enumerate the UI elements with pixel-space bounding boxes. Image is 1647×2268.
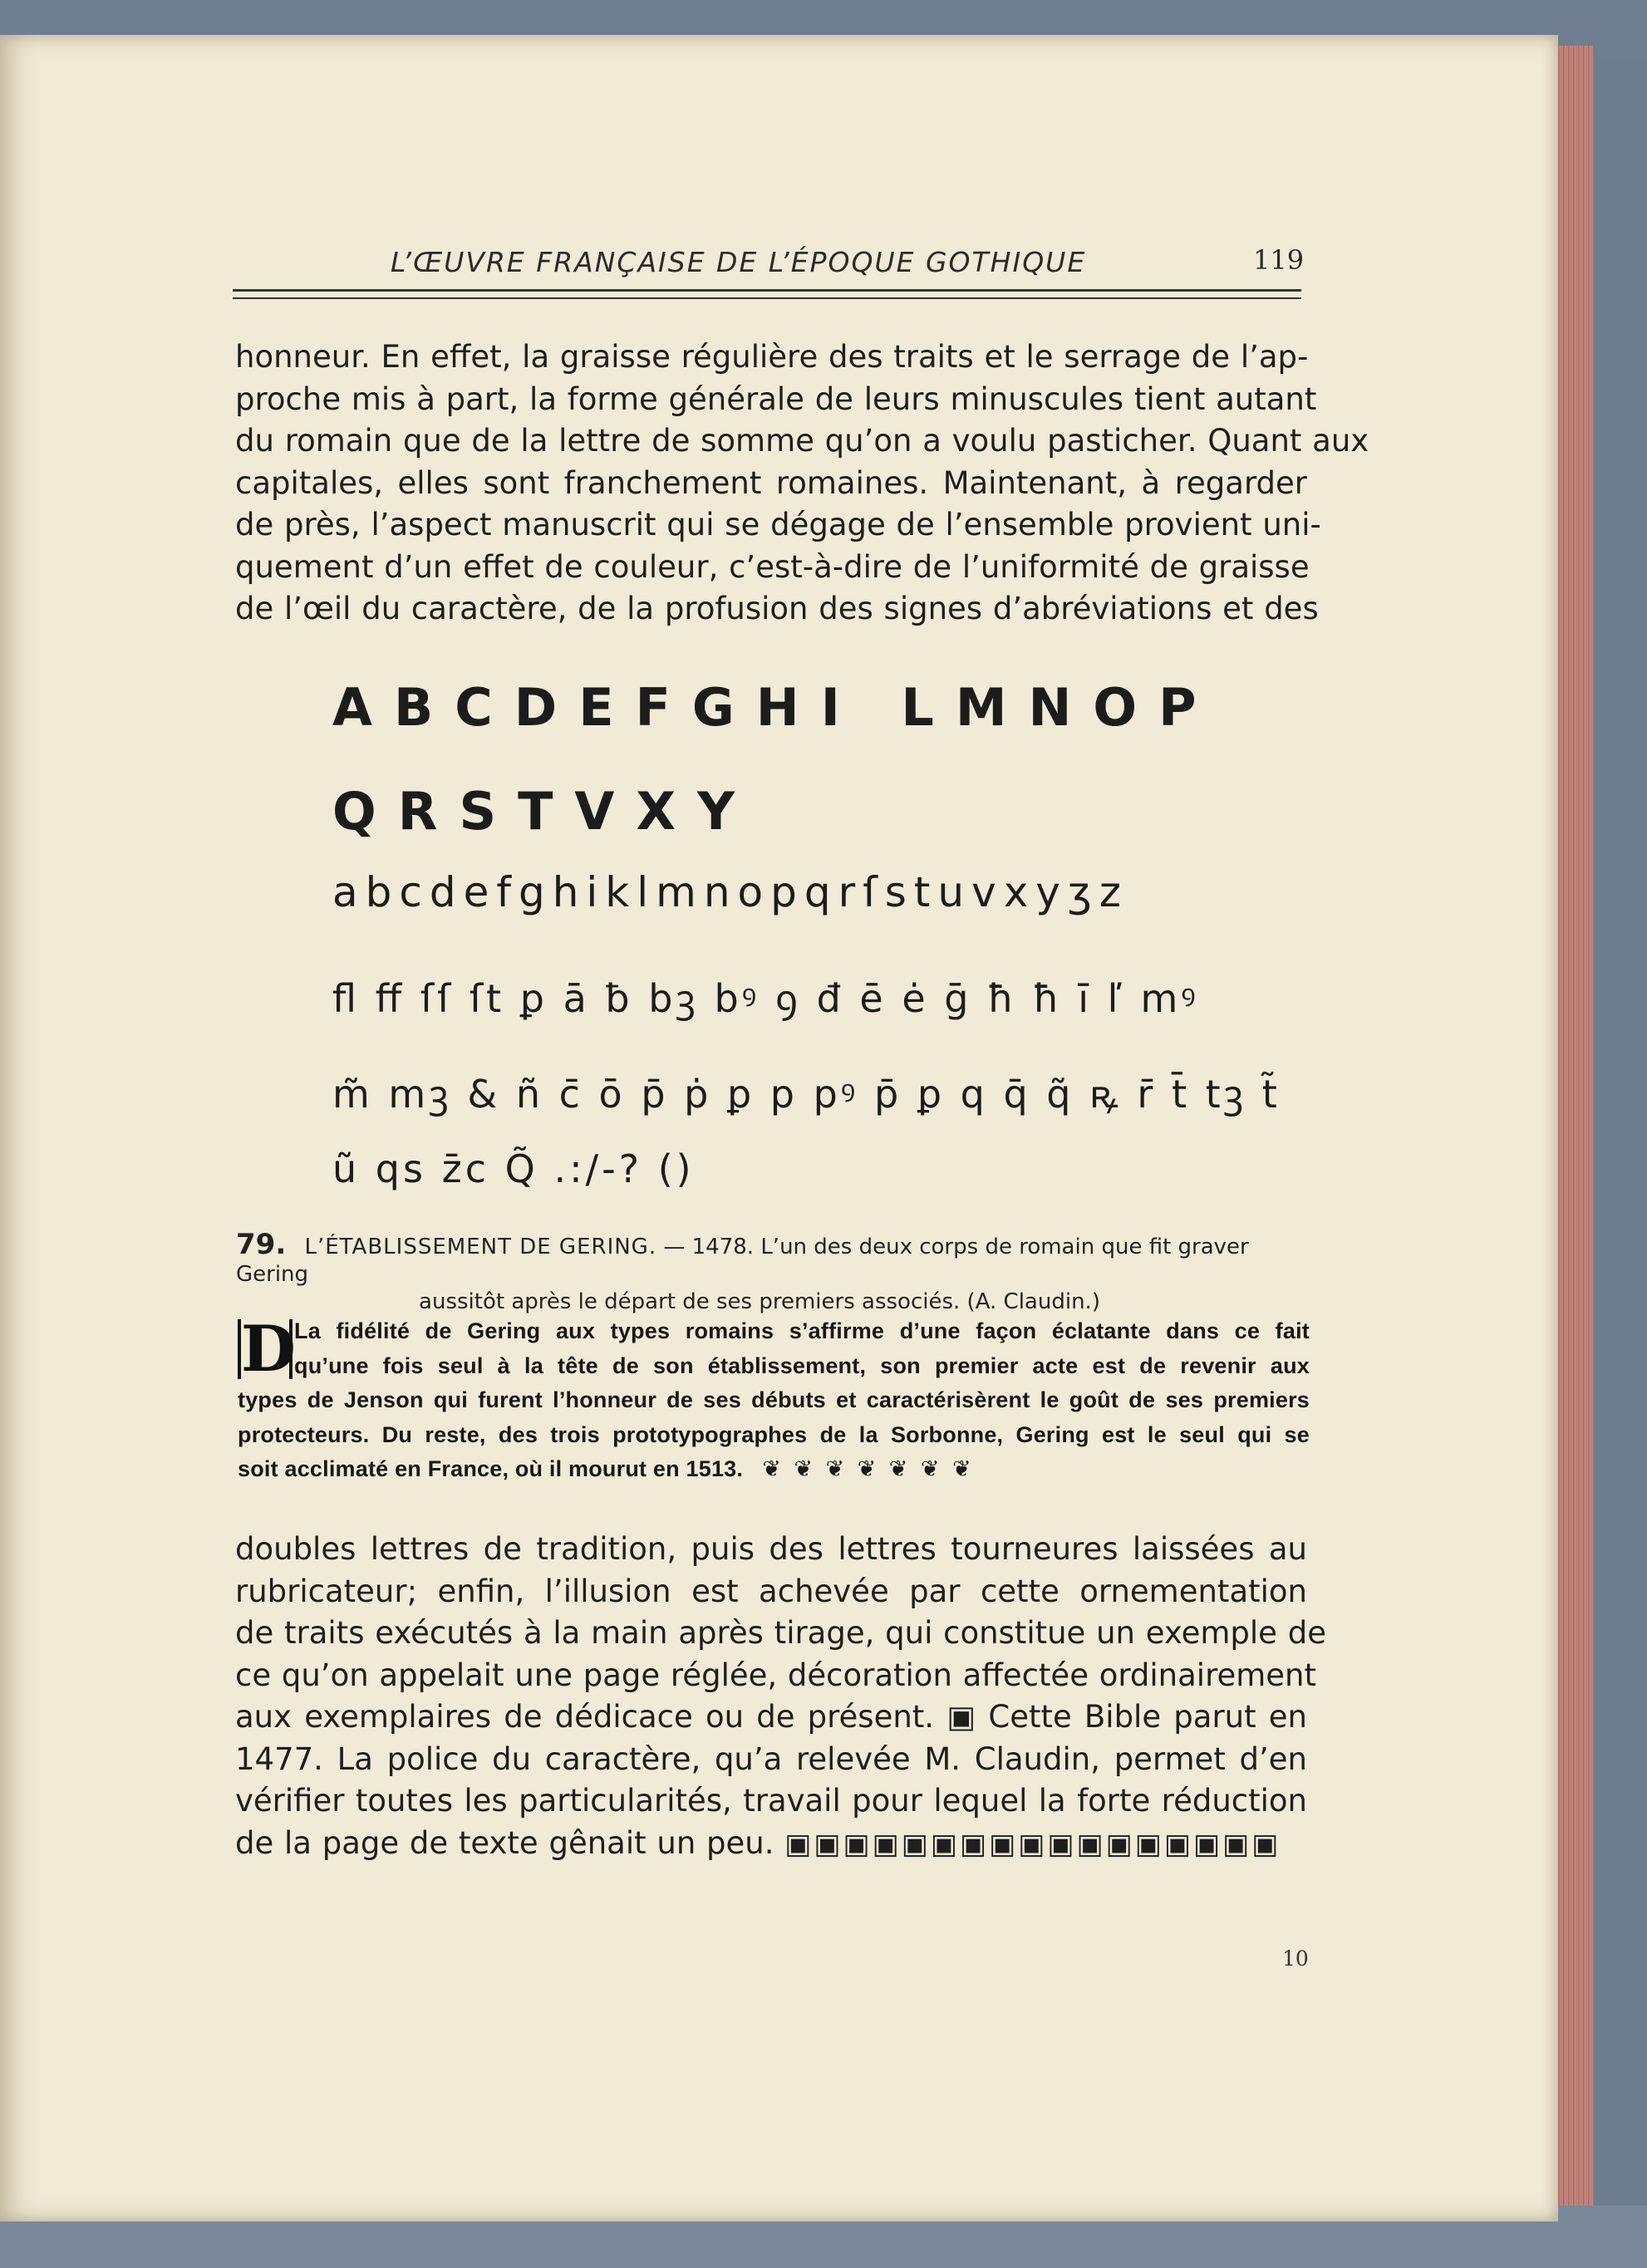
figure-number: 79. bbox=[236, 1228, 287, 1261]
note-line: La fidélité de Gering aux types romains s’affirme d’une façon éclatante dans ce fait bbox=[294, 1318, 1310, 1343]
text-line: proche mis à part, la forme générale de leurs minuscules tient autant bbox=[235, 380, 1317, 417]
note-line-last-text: soit acclimaté en France, où il mourut en 1513. bbox=[238, 1456, 744, 1481]
note-line: types de Jenson qui furent l’honneur de ses débuts et caractérisèrent le goût de ses premiers bbox=[238, 1387, 1310, 1412]
text-line: 1477. La police du caractère, qu’a relevée M. Claudin, permet d’en bbox=[235, 1740, 1307, 1777]
note-line-last bbox=[238, 1452, 1310, 1487]
note-block bbox=[238, 1314, 1310, 1487]
header-rule-bottom bbox=[233, 297, 1301, 299]
page-number: 119 bbox=[1253, 244, 1305, 276]
figure-caption bbox=[236, 1228, 1316, 1316]
text-line: honneur. En effet, la graisse régulière des traits et le serrage de l’ap- bbox=[235, 339, 1309, 375]
body-text-top bbox=[235, 336, 1369, 631]
drop-cap: D bbox=[238, 1319, 293, 1379]
text-line: de l’œil du caractère, de la profusion des signes d’abréviations et des bbox=[235, 591, 1319, 626]
text-line-last-text: de la page de texte gênait un peu. bbox=[235, 1824, 774, 1861]
text-line: du romain que de la lettre de somme qu’on a voulu pasticher. Quant aux bbox=[235, 423, 1369, 459]
note-line: qu’une fois seul à la tête de son établissement, son premier acte est de revenir aux bbox=[294, 1352, 1310, 1378]
text-line: doubles lettres de tradition, puis des lettres tourneures laissées au bbox=[235, 1531, 1307, 1567]
text-line-last bbox=[235, 1823, 1307, 1866]
specimen-capitals-line-1: ABCDEFGHI LMNOP bbox=[332, 677, 1218, 738]
header-rule-top bbox=[233, 289, 1301, 292]
specimen-punctuation: ũ qs z̄c Q̃ .:/-? () bbox=[332, 1146, 695, 1191]
text-line: rubricateur; enfin, l’illusion est achevée par cette ornementation bbox=[235, 1573, 1307, 1609]
figure-caption-line-2: aussitôt après le départ de ses premiers associés. (A. Claudin.) bbox=[419, 1289, 1100, 1314]
specimen-abbreviations: m̃ mꝫ & ñ c̄ ō p̄ ṗ ꝑ p pꝰ p̄ ꝑ q q̄ q̃ ꝶ r̄ t̄ tꝫ t̃ bbox=[332, 1072, 1281, 1117]
note-line: protecteurs. Du reste, des trois prototypographes de la Sorbonne, Gering est le seul qui se bbox=[238, 1421, 1310, 1447]
box-ornaments: ▣▣▣▣▣▣▣▣▣▣▣▣▣▣▣▣▣ bbox=[784, 1827, 1281, 1861]
figure-caption-text: — 1478. L’un des deux corps de romain que fit graver Gering bbox=[236, 1235, 1249, 1287]
text-line: ce qu’on appelait une page réglée, décoration affectée ordinairement bbox=[235, 1657, 1317, 1693]
figure-source: L’ÉTABLISSEMENT DE GERING. bbox=[304, 1235, 657, 1259]
text-line: capitales, elles sont franchement romaines. Maintenant, à regarder bbox=[235, 464, 1307, 501]
text-line: aux exemplaires de dédicace ou de présent. ▣ Cette Bible parut en bbox=[235, 1699, 1307, 1735]
specimen-lowercase: abcdefghiklmnopqrſstuvxyʒz bbox=[332, 868, 1128, 916]
specimen-capitals-line-2: QRSTVXY bbox=[332, 781, 757, 842]
text-line: de près, l’aspect manuscrit qui se dégage de l’ensemble provient uni- bbox=[235, 507, 1321, 542]
text-line: vérifier toutes les particularités, travail pour lequel la forte réduction bbox=[235, 1783, 1307, 1819]
running-title: L’ŒUVRE FRANÇAISE DE L’ÉPOQUE GOTHIQUE bbox=[391, 246, 1087, 278]
fleuron-ornaments: ❦ ❦ ❦ ❦ ❦ ❦ ❦ bbox=[762, 1456, 975, 1481]
text-line: quement d’un effet de couleur, c’est-à-dire de l’uniformité de graisse bbox=[235, 548, 1310, 585]
specimen-ligatures: ﬂ ﬀ ſſ ſt ꝑ ā ƀ bꝫ bꝰ ꝯ đ ē ė ḡ ħ ħ ī ľ mꝰ bbox=[332, 976, 1199, 1021]
body-text-bottom bbox=[235, 1529, 1326, 1865]
text-line: de traits exécutés à la main après tirage, qui constitue un exemple de bbox=[235, 1615, 1326, 1651]
signature-mark: 10 bbox=[1282, 1946, 1309, 1971]
